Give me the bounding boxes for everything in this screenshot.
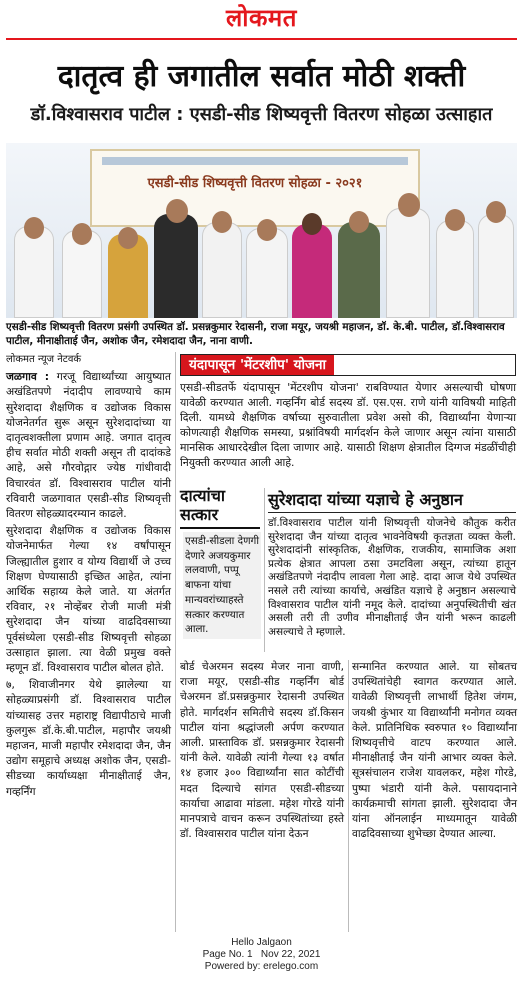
person-head xyxy=(212,211,232,233)
footer-edition: Hello Jalgaon xyxy=(231,937,292,948)
column-divider xyxy=(175,352,176,932)
person-figure xyxy=(292,224,332,318)
person-head xyxy=(257,219,277,241)
person-head xyxy=(24,217,44,239)
donors-rule xyxy=(180,527,260,529)
person-head xyxy=(166,199,188,223)
mentorship-body: एसडी-सीडतर्फे यंदापासून 'मेंटरशीप योजना' राबविण्यात येणार असल्याची घोषणा यावेळी करण्यात आली. गव्हर्निंग बोर्ड सदस्य डॉ. एस.एस. राणे यांनी याविषयी माहिती दिली. यामध्ये शैक्षणिक वर्षाच्या सुरुवातीला प्रवेश असो की, विद्यार्थ्यांना येणाऱ्या कोणत्याही शैक्षणिक समस्या, प्रश्नांविषयी मार्गदर्शन केले जाणार असून त्यांना यासाठी मानसिक आधारदेखील दिला जाणार आहे. यासाठी शिक्षण क्षेत्रातील दिग्गज मंडळींचीही नियुक्ती करण्यात आली आहे. xyxy=(180,381,516,469)
person-figure xyxy=(386,208,430,318)
dateline: जळगाव : xyxy=(6,370,50,384)
banner-text: एसडी-सीड शिष्यवृत्ती वितरण सोहळा - २०२१ xyxy=(147,176,363,191)
box-divider xyxy=(264,488,265,652)
person-figure xyxy=(154,214,198,318)
headline: दातृत्व ही जगातील सर्वात मोठी शक्ती xyxy=(57,59,466,94)
article-column-2: बोर्ड चेअरमन सदस्य मेजर नाना वाणी, राजा मयूर, एसडी-सीड गव्हर्निंग बोर्ड चेअरमन डॉ.प्रसन्नकुमार रेदासनी उपस्थित होते. मार्गदर्शन समितीचे सदस्य डॉ.किसन पाटील यांना श्रद्धांजली अर्पण करण्यात आली. प्रास्ताविक डॉ. प्रसन्नकुमार रेदासनी यांनी केले. यावेळी त्यांनी गेल्या १३ वर्षात १४ हजार ३०० विद्यार्थ्यांना सात कोटींची मदत दिल्याचे सांगत एसडी-सीडच्या कार्याचा आढावा मांडला. महेश गोरडे यांनी मानपत्राचे वाचन करून उपस्थितांच्या हस्ते डॉ. विश्वासराव पाटील यांना देऊन xyxy=(180,661,344,841)
person-figure xyxy=(202,222,242,318)
donors-title: दात्यांचा सत्कार xyxy=(180,486,226,524)
article-paragraph: सुरेशदादा शैक्षणिक व उद्योजक विकास योजनेमार्फत गेल्या १४ वर्षांपासून जिल्ह्यातील हुशार व योग्य विद्यार्थी जे उच्च शिक्षण घेण्यासाठी इच्छित आहेत, त्यांना आर्थिक सहाय्य केले जाते. या अंतर्गत रविवार, २१ नोव्हेंबर रोजी माजी मंत्री सुरेशदादा जैन यांच्या वाढदिवसाच्या पूर्वसंध्येला एसडी-सीड शिष्यवृत्ती सोहळा उत्साहात झाला. त्या वेळी प्रमुख वक्ते म्हणून डॉ. विश्वासराव पाटील बोलत होते. xyxy=(6,524,171,675)
person-head xyxy=(302,213,322,235)
masthead-rule xyxy=(6,38,517,40)
person-head xyxy=(72,223,92,245)
footer-powered-by[interactable]: Powered by: erelego.com xyxy=(204,961,319,972)
footer-page-date: Page No. 1 Nov 22, 2021 xyxy=(202,949,321,960)
event-photo xyxy=(6,143,517,318)
person-head xyxy=(445,209,465,231)
sureshdada-rule xyxy=(268,512,516,513)
byline: लोकमत न्यूज नेटवर्क xyxy=(6,354,82,365)
column-divider xyxy=(348,660,349,932)
article-paragraph: ७, शिवाजीनगर येथे झालेल्या या सोहळ्याप्रसंगी डॉ. विश्वासराव पाटील यांच्यासह उत्तर महाराष्ट्र विद्यापीठाचे माजी कुलगुरू डॉ.के.बी.पाटील, महापौर जयश्री महाजन, माजी महापौर रमेशदादा जैन, जैन उद्योग समूहाचे अध्यक्ष अशोक जैन, एसडी-सीडच्या कार्याध्यक्षा मीनाक्षीताई जैन, गव्हर्निंग xyxy=(6,678,171,798)
subheadline: डॉ.विश्वासराव पाटील : एसडी-सीड शिष्यवृत्ती वितरण सोहळा उत्साहात xyxy=(30,104,493,125)
mentorship-box-header xyxy=(180,354,516,376)
newspaper-logo: लोकमत xyxy=(226,3,297,32)
article-text: गरजू विद्यार्थ्यांच्या आयुष्यात अखंडितपणे नंदादीप लावण्याचे काम सुरेशदादा शैक्षणिक व उद्योजक विकास योजनेतर्गत सुरू असून सुरेशदादांच्या या दातृत्वशक्तीला प्रणाम आहे. जगात दातृत्व हीच सर्वात मोठी शक्ती असून ती दादांकडे आहे, असे गौरवोद्गार ज्येष्ठ गांधीवादी विचारवंत डॉ. विश्वासराव पाटील यांनी रविवारी जळगावात एसडी-सीड शिष्यवृत्ती वितरण सोहळ्यादरम्यान काढले. xyxy=(6,370,171,521)
article-column-3: सन्मानित करण्यात आले. या सोबतच उपस्थितांचेही स्वागत करण्यात आले. यावेळी शिष्यवृत्ती लाभार्थी हितेश जंगम, जयश्री कुंभार या विद्यार्थ्यांनी मनोगत व्यक्त केले. प्रातिनिधिक स्वरुपात १० विद्यार्थ्यांना शिष्यवृत्तीचे वाटप करण्यात आले. मीनाक्षीताई जैन यांनी आभार व्यक्त केले. सूत्रसंचालन राजेश यावलकर, महेश गोरडे, पुष्पा भंडारी यांनी केले. पसायदानाने कार्यक्रमाची सांगता झाली. सुरेशदादा जैन यांना ऑनलाईन माध्यमातून यावेळी वाढदिवसाच्या शुभेच्छा देण्यात आल्या. xyxy=(352,661,517,841)
person-figure xyxy=(478,214,514,318)
article-column-1 xyxy=(6,352,171,801)
person-figure xyxy=(338,222,380,318)
article-paragraph xyxy=(6,369,171,521)
stage-banner xyxy=(90,149,420,227)
page-footer xyxy=(0,937,523,973)
donors-body: एसडी-सीडला देणगी देणारे अजयकुमार ललवाणी, पप्पू बाफना यांचा मान्यवरांच्याहस्ते सत्कार करण्यात आला. xyxy=(183,532,261,639)
person-head xyxy=(486,201,506,223)
mentorship-title: यंदापासून 'मेंटरशीप' योजना xyxy=(181,355,334,375)
masthead xyxy=(0,0,523,42)
sureshdada-title: सुरेशदादा यांच्या यज्ञाचे हे अनुष्ठान xyxy=(268,490,463,509)
person-figure xyxy=(246,228,288,318)
person-head xyxy=(398,193,420,217)
person-head xyxy=(349,211,369,233)
person-figure xyxy=(436,220,474,318)
sureshdada-body: डॉ.विश्वासराव पाटील यांनी शिष्यवृत्ती योजनेचे कौतुक करीत सुरेशदादा जैन यांच्या दातृत्व भावनेविषयी कृतज्ञता व्यक्त केली. सुरेशदादांनी सांस्कृतिक, शैक्षणिक, राजकीय, सामाजिक अशा प्रत्येक क्षेत्रात आपला ठसा उमटविला असून, त्यांच्या हातून अखंडितपणे नंदादीप लावला गेला आहे. दादा आज येथे उपस्थित नसले तरी त्यांच्या कार्याचे, अखंडित यज्ञाचे हे अनुष्ठान असल्याचे विश्वासराव पाटील यांनी नमूद केले. दादांच्या अनुपस्थितीची खंत असली तरी ती उणीव मीनाक्षीताई जैन यांनी भरून काढली असल्याचे ते म्हणाले. xyxy=(268,517,516,638)
photo-caption: एसडी-सीड शिष्यवृत्ती वितरण प्रसंगी उपस्थित डॉ. प्रसन्नकुमार रेदासनी, राजा मयूर, जयश्री महाजन, डॉ. के.बी. पाटील, डॉ.विश्वासराव पाटील, मीनाक्षीताई जैन, अशोक जैन, रमेशदादा जैन, नाना वाणी. xyxy=(6,321,505,347)
person-head xyxy=(118,227,138,249)
banner-stripe xyxy=(102,157,408,165)
person-figure xyxy=(14,226,54,318)
